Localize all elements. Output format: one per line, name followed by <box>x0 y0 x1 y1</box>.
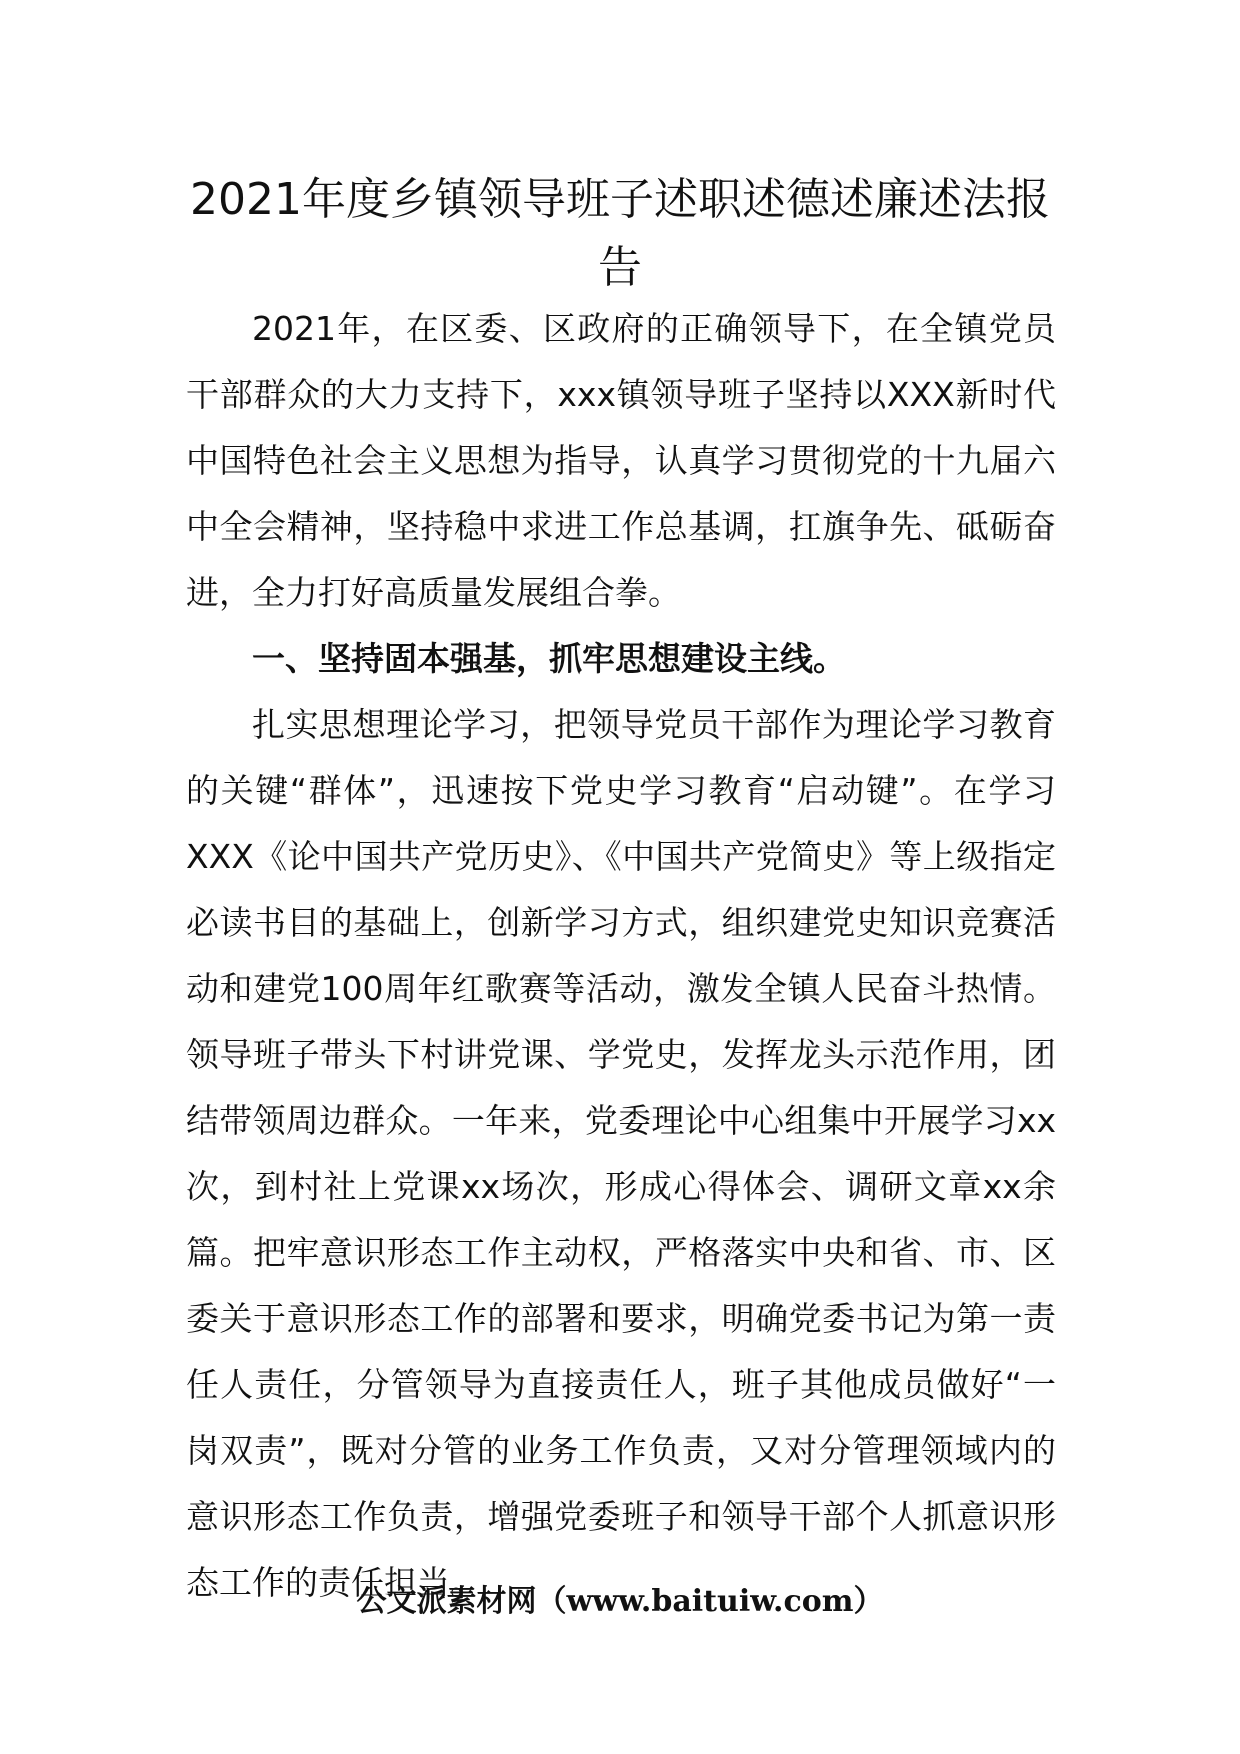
footer-watermark: 公文派素材网（www.baituiw.com） <box>356 1584 884 1619</box>
document-title: 2021年度乡镇领导班子述职述德述廉述法报告 <box>190 174 1050 293</box>
section-heading: 一、坚持固本强基，抓牢思想建设主线。 <box>252 639 846 678</box>
body-paragraph: 扎实思想理论学习，把领导党员干部作为理论学习教育的关键“群体”，迅速按下党史学习教育“启动键”。在学习XXX《论中国共产党历史》、《中国共产党简史》等上级指定必读书目的基础上，创新学习方式，组织建党史知识竞赛活动和建党100周年红歌赛等活动，激发全镇人民奋斗热情。领导班子带头下村讲党课、学党史，发挥龙头示范作用，团结带领周边群众。一年来，党委理论中心组集中开展学习xx次，到村社上党课xx场次，形成心得体会、调研文章xx余篇。把牢意识形态工作主动权，严格落实中央和省、市、区委关于意识形态工作的部署和要求，明确党委书记为第一责任人责任，分管领导为直接责任人，班子其他成员做好“一岗双责”，既对分管的业务工作负责，又对分管理领域内的意识形态工作负责，增强党委班子和领导干部个人抓意识形态工作的责任担当。 <box>186 705 1056 1602</box>
intro-paragraph: 2021年，在区委、区政府的正确领导下，在全镇党员干部群众的大力支持下，xxx镇领导班子坚持以XXX新时代中国特色社会主义思想为指导，认真学习贯彻党的十九届六中全会精神，坚持稳中求进工作总基调，扛旗争先、砥砺奋进，全力打好高质量发展组合拳。 <box>186 309 1056 612</box>
document-body <box>186 296 1056 1616</box>
